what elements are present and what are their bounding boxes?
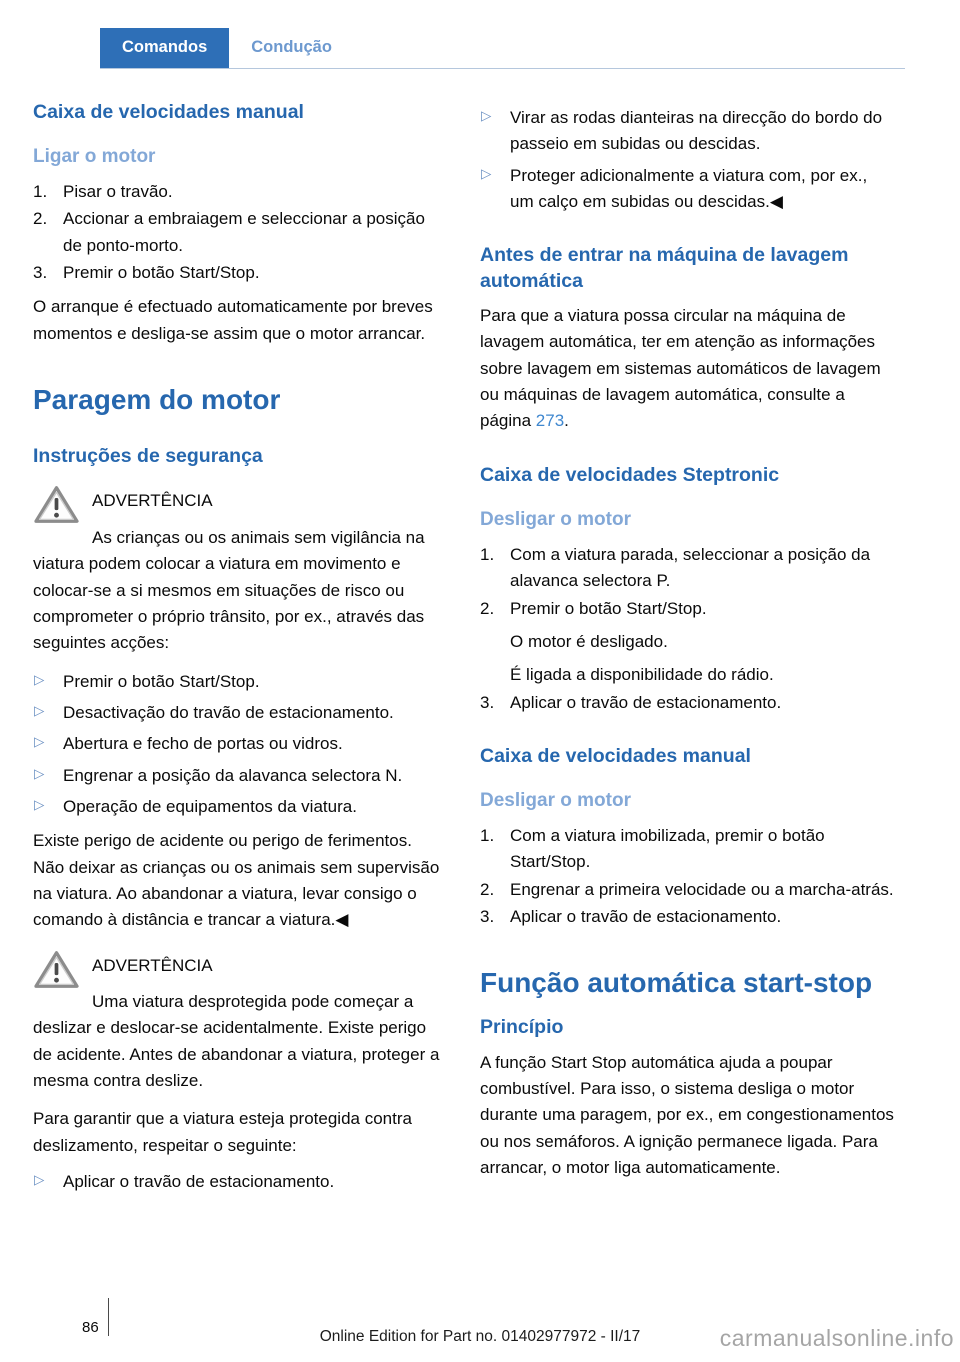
triangle-bullet-icon: ▷ — [34, 734, 45, 750]
paragraph-principle: A função Start Stop automática ajuda a poupar combustível. Para isso, o sistema desliga o motor durante uma paragem, por ex., em congestionamentos ou nos semáforos. A ignição permanece ligada. Para arrancar, o motor liga automaticamente. — [480, 1052, 894, 1178]
carwash-text-before: Para que a viatura possa circular na máquina de lavagem automática, ter em atenção as informações sobre lavagem em sistemas automáticos de lavagem ou máquinas de lavagem automática, consulte a página — [480, 306, 881, 431]
step-result-text: O motor é desligado. — [510, 631, 668, 651]
watermark-text: carmanualsonline.info — [719, 1325, 954, 1352]
list-item — [480, 877, 895, 903]
steptronic-stop-steps — [480, 542, 895, 716]
protect-list-continued — [480, 105, 895, 215]
bullet-text: Proteger adicionalmente a viatura com, por ex., um calço em subidas ou descidas.◀ — [510, 165, 868, 212]
hazard-actions-list — [33, 669, 445, 821]
paragraph-protect: Para garantir que a viatura esteja protegida contra deslizamento, respeitar o seguinte: — [33, 1109, 412, 1155]
list-item — [33, 206, 445, 259]
list-item — [33, 669, 445, 695]
step-text: Accionar a embraiagem e seleccionar a posição de ponto-morto. — [63, 209, 425, 255]
bullet-text: Engrenar a posição da alavanca selectora N. — [63, 765, 403, 785]
triangle-bullet-icon: ▷ — [34, 796, 45, 812]
step-number: 2. — [480, 598, 495, 618]
paragraph-carwash — [480, 303, 895, 435]
paragraph-auto-start: O arranque é efectuado automaticamente por breves momentos e desliga-se assim que o motor arrancar. — [33, 297, 433, 343]
step-number: 3. — [33, 263, 48, 283]
carwash-text-after: . — [564, 411, 569, 431]
list-item — [33, 731, 445, 757]
triangle-bullet-icon: ▷ — [34, 765, 45, 781]
step-text: Engrenar a primeira velocidade ou a marcha-atrás. — [510, 879, 894, 899]
step-number: 3. — [480, 906, 495, 926]
list-item — [480, 542, 895, 595]
subheading-start-engine: Ligar o motor — [33, 146, 156, 168]
step-text: Aplicar o travão de estacionamento. — [510, 906, 782, 926]
step-text: Pisar o travão. — [63, 182, 173, 202]
step-text: Premir o botão Start/Stop. — [510, 598, 707, 618]
step-number: 1. — [480, 544, 495, 564]
triangle-bullet-icon: ▷ — [481, 108, 492, 123]
warning-text: As crianças ou os animais sem vigilância na viatura podem colocar a viatura em movimento e colocar-se a si mesmos em situações de risco ou comprometer o próprio trânsito, por ex., através das seguintes acções: — [33, 527, 425, 653]
warning-triangle-icon — [33, 949, 80, 990]
bullet-text: Desactivação do travão de estacionamento. — [63, 702, 394, 722]
left-column — [33, 100, 445, 1200]
step-text: Com a viatura parada, seleccionar a posição da alavanca selectora P. — [510, 544, 871, 591]
triangle-bullet-icon: ▷ — [34, 702, 45, 718]
subheading-stop-steptronic: Desligar o motor — [480, 509, 631, 531]
paragraph-risk: Existe perigo de acidente ou perigo de ferimentos. Não deixar as crianças ou os animais sem supervisão na viatura. Ao abandonar a viatura, levar consigo o comando à distância e trancar a viatura.◀ — [33, 831, 440, 930]
bullet-text: Abertura e fecho de portas ou vidros. — [63, 734, 343, 754]
triangle-bullet-icon: ▷ — [481, 165, 492, 181]
step-number: 3. — [480, 692, 495, 712]
warning-block-1 — [33, 483, 445, 656]
edition-footer-text: Online Edition for Part no. 01402977972 - II/17 — [319, 1327, 641, 1345]
chapter-heading-stop-engine: Paragem do motor — [33, 384, 281, 416]
triangle-bullet-icon: ▷ — [34, 671, 45, 687]
list-item — [480, 904, 895, 930]
bullet-text: Virar as rodas dianteiras na direcção do bordo do passeio em subidas ou descidas. — [510, 108, 883, 154]
list-item — [480, 105, 895, 158]
list-item — [480, 596, 895, 689]
manual-stop-steps — [480, 823, 895, 930]
warning-triangle-icon — [33, 484, 80, 525]
section-heading-steptronic: Caixa de velocidades Steptronic — [480, 463, 780, 486]
list-item — [480, 690, 895, 716]
warning-title: ADVERTÊNCIA — [92, 955, 213, 975]
protect-list — [33, 1169, 445, 1195]
warning-text: Uma viatura desprotegida pode começar a deslizar e deslocar-se acidentalmente. Existe perigo de acidente. Antes de abandonar a viatura, proteger a mesma contra deslize. — [33, 991, 440, 1090]
step-number: 2. — [33, 209, 48, 229]
page-number: 86 — [82, 1319, 99, 1336]
list-item — [33, 763, 445, 789]
page-273-link[interactable]: 273 — [535, 411, 565, 431]
warning-title: ADVERTÊNCIA — [92, 491, 213, 511]
bullet-text: Aplicar o travão de estacionamento. — [63, 1172, 335, 1192]
step-number: 1. — [480, 825, 495, 845]
list-item — [33, 260, 445, 286]
bullet-text: Operação de equipamentos da viatura. — [63, 796, 357, 816]
subheading-stop-manual: Desligar o motor — [480, 790, 631, 812]
step-text: Aplicar o travão de estacionamento. — [510, 692, 782, 712]
tab-conducao[interactable]: Condução — [251, 38, 332, 56]
section-heading-manual-gearbox: Caixa de velocidades manual — [33, 101, 304, 123]
list-item — [33, 794, 445, 820]
list-item — [33, 179, 445, 205]
tab-comandos[interactable]: Comandos — [100, 28, 229, 68]
step-number: 2. — [480, 879, 495, 899]
step-result-text: É ligada a disponibilidade do rádio. — [510, 665, 774, 685]
start-engine-steps — [33, 179, 445, 286]
list-item — [33, 700, 445, 726]
section-heading-safety: Instruções de segurança — [33, 445, 263, 468]
list-item — [480, 163, 895, 216]
triangle-bullet-icon: ▷ — [34, 1172, 45, 1188]
step-text: Com a viatura imobilizada, premir o botão Start/Stop. — [510, 825, 825, 872]
section-heading-principle: Princípio — [480, 1016, 564, 1039]
list-item — [480, 823, 895, 876]
bullet-text: Premir o botão Start/Stop. — [63, 671, 260, 691]
section-heading-carwash: Antes de entrar na máquina de lavagem automática — [480, 244, 849, 292]
chapter-heading-auto-start-stop: Função automática start-stop — [480, 967, 873, 999]
section-heading-manual-gearbox-2: Caixa de velocidades manual — [480, 744, 751, 767]
list-item — [33, 1169, 445, 1195]
header-tab-bar — [100, 28, 905, 69]
page-content — [33, 100, 895, 1200]
step-number: 1. — [33, 182, 48, 202]
right-column — [480, 100, 895, 1200]
step-text: Premir o botão Start/Stop. — [63, 263, 260, 283]
warning-block-2 — [33, 948, 445, 1095]
